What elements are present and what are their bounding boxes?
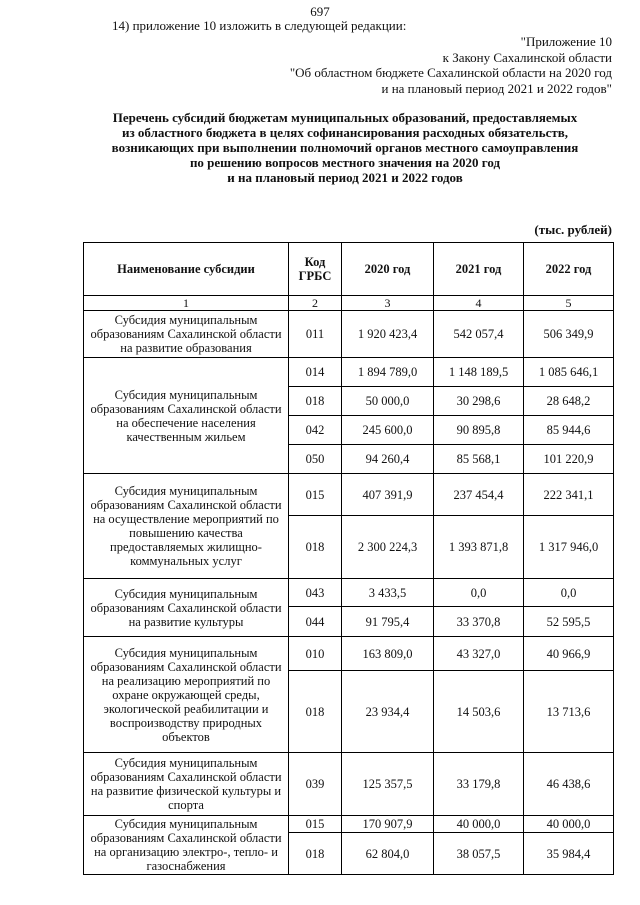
value-2021: 30 298,6	[434, 387, 524, 416]
header-name: Наименование субсидии	[84, 243, 289, 296]
value-2022: 222 341,1	[524, 474, 614, 516]
appendix-line-2: к Закону Сахалинской области	[442, 50, 612, 65]
header-2021: 2021 год	[434, 243, 524, 296]
value-2020: 62 804,0	[342, 833, 434, 875]
value-2022: 506 349,9	[524, 311, 614, 358]
value-2021: 542 057,4	[434, 311, 524, 358]
value-2021: 33 179,8	[434, 753, 524, 816]
value-2021: 33 370,8	[434, 607, 524, 637]
value-2022: 40 966,9	[524, 637, 614, 671]
grbs-code: 010	[289, 637, 342, 671]
value-2022: 46 438,6	[524, 753, 614, 816]
appendix-line-3: "Об областном бюджете Сахалинской области на 2020 год	[289, 65, 612, 80]
grbs-code: 018	[289, 516, 342, 579]
value-2022: 28 648,2	[524, 387, 614, 416]
table-body	[84, 311, 614, 875]
value-2020: 23 934,4	[342, 671, 434, 753]
value-2020: 170 907,9	[342, 816, 434, 833]
header-2020: 2020 год	[342, 243, 434, 296]
subsidy-table	[83, 242, 614, 875]
value-2020: 407 391,9	[342, 474, 434, 516]
value-2021: 237 454,4	[434, 474, 524, 516]
value-2022: 0,0	[524, 579, 614, 607]
value-2021: 38 057,5	[434, 833, 524, 875]
grbs-code: 044	[289, 607, 342, 637]
grbs-code: 018	[289, 671, 342, 753]
grbs-code: 015	[289, 474, 342, 516]
value-2021: 14 503,6	[434, 671, 524, 753]
subsidy-name: Субсидия муниципальным образованиям Сахалинской области на осуществление мероприятий по повышению качества предоставляемых жилищно-коммунальных услуг	[84, 474, 289, 579]
subsidy-name: Субсидия муниципальным образованиям Сахалинской области на развитие культуры	[84, 579, 289, 637]
value-2020: 94 260,4	[342, 445, 434, 474]
column-number: 3	[342, 296, 434, 311]
grbs-code: 042	[289, 416, 342, 445]
column-number: 5	[524, 296, 614, 311]
title-line-5: и на плановый период 2021 и 2022 годов	[227, 170, 463, 185]
title-line-1: Перечень субсидий бюджетам муниципальных образований, предоставляемых	[112, 110, 578, 125]
grbs-code: 018	[289, 833, 342, 875]
grbs-code: 014	[289, 358, 342, 387]
subsidy-name: Субсидия муниципальным образованиям Сахалинской области на развитие образования	[84, 311, 289, 358]
intro-text: 14) приложение 10 изложить в следующей редакции:	[112, 18, 407, 33]
grbs-code: 015	[289, 816, 342, 833]
value-2021: 1 148 189,5	[434, 358, 524, 387]
value-2022: 1 085 646,1	[524, 358, 614, 387]
value-2020: 163 809,0	[342, 637, 434, 671]
value-2022: 1 317 946,0	[524, 516, 614, 579]
column-number: 2	[289, 296, 342, 311]
subsidy-name: Субсидия муниципальным образованиям Сахалинской области на обеспечение населения качественным жильем	[84, 358, 289, 474]
value-2020: 125 357,5	[342, 753, 434, 816]
table-row	[84, 474, 614, 516]
column-number: 4	[434, 296, 524, 311]
document-title	[90, 110, 600, 185]
value-2021: 90 895,8	[434, 416, 524, 445]
title-line-2: из областного бюджета в целях софинансирования расходных обязательств,	[121, 125, 569, 140]
grbs-code: 011	[289, 311, 342, 358]
value-2022: 52 595,5	[524, 607, 614, 637]
table-row	[84, 579, 614, 607]
value-2021: 85 568,1	[434, 445, 524, 474]
title-line-3: возникающих при выполнении полномочий органов местного самоуправления	[111, 140, 579, 155]
value-2021: 0,0	[434, 579, 524, 607]
value-2020: 1 920 423,4	[342, 311, 434, 358]
value-2020: 245 600,0	[342, 416, 434, 445]
grbs-code: 018	[289, 387, 342, 416]
appendix-line-1: "Приложение 10	[520, 34, 612, 49]
table-row	[84, 816, 614, 833]
value-2020: 1 894 789,0	[342, 358, 434, 387]
table-row	[84, 753, 614, 816]
value-2022: 13 713,6	[524, 671, 614, 753]
table-row	[84, 358, 614, 387]
subsidy-name: Субсидия муниципальным образованиям Сахалинской области на организацию электро-, тепло- и газоснабжения	[84, 816, 289, 875]
value-2021: 1 393 871,8	[434, 516, 524, 579]
page-number: 697	[310, 4, 330, 19]
value-2022: 35 984,4	[524, 833, 614, 875]
value-2022: 40 000,0	[524, 816, 614, 833]
title-line-4: по решению вопросов местного значения на 2020 год	[189, 155, 501, 170]
value-2021: 40 000,0	[434, 816, 524, 833]
value-2022: 85 944,6	[524, 416, 614, 445]
column-number: 1	[84, 296, 289, 311]
grbs-code: 050	[289, 445, 342, 474]
header-2022: 2022 год	[524, 243, 614, 296]
value-2020: 2 300 224,3	[342, 516, 434, 579]
value-2022: 101 220,9	[524, 445, 614, 474]
grbs-code: 043	[289, 579, 342, 607]
value-2020: 3 433,5	[342, 579, 434, 607]
value-2021: 43 327,0	[434, 637, 524, 671]
appendix-line-4: и на плановый период 2021 и 2022 годов"	[381, 81, 612, 96]
value-2020: 91 795,4	[342, 607, 434, 637]
value-2020: 50 000,0	[342, 387, 434, 416]
table-row	[84, 637, 614, 671]
grbs-code: 039	[289, 753, 342, 816]
subsidy-name: Субсидия муниципальным образованиям Сахалинской области на реализацию мероприятий по охране окружающей среды, экологической реабилитации и воспроизводству природных объектов	[84, 637, 289, 753]
subsidy-name: Субсидия муниципальным образованиям Сахалинской области на развитие физической культуры и спорта	[84, 753, 289, 816]
table-row	[84, 311, 614, 358]
header-code: Код ГРБС	[289, 243, 342, 296]
units-label: (тыс. рублей)	[534, 222, 612, 237]
